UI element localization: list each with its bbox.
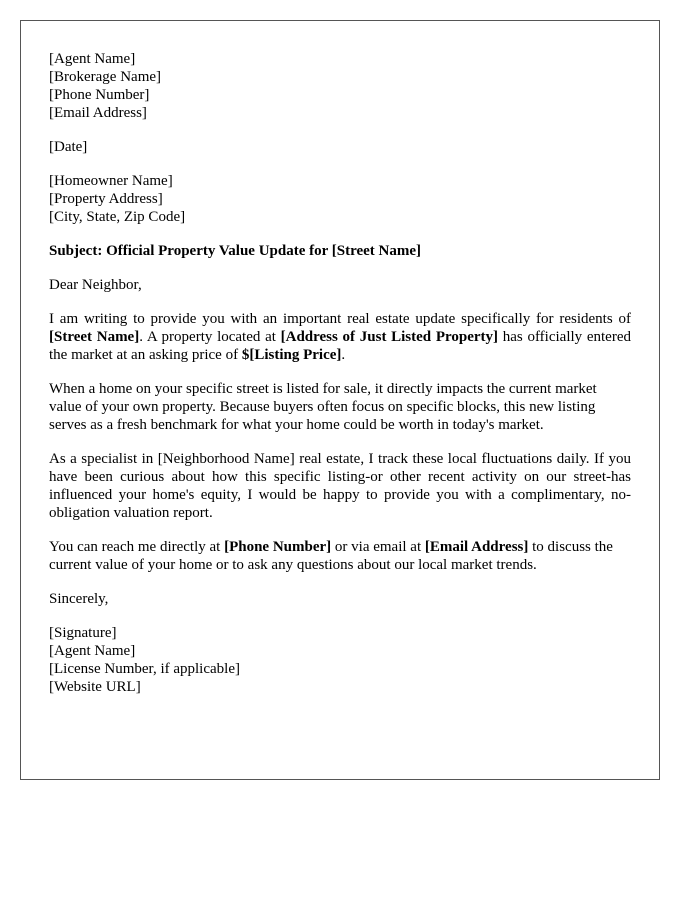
- paragraph-listing-announcement: [49, 310, 631, 364]
- letter-date: [Date]: [49, 139, 88, 155]
- paragraph4-text-2: or via email at: [331, 539, 425, 555]
- street-name-placeholder: [Street Name]: [49, 329, 140, 345]
- closing: Sincerely,: [49, 591, 109, 607]
- paragraph1-text-4: .: [341, 347, 346, 363]
- letter-page: [20, 20, 660, 780]
- sender-block: [49, 50, 631, 122]
- sender-phone: [Phone Number]: [49, 87, 150, 103]
- paragraph-market-impact: When a home on your specific street is listed for sale, it directly impacts the current market value of your own property. Because buyers often focus on specific blocks, this new listing serves as a fresh benchmark for what your home could be worth in today's market.: [49, 381, 597, 433]
- salutation: Dear Neighbor,: [49, 277, 142, 293]
- paragraph4-text-1: You can reach me directly at: [49, 539, 225, 555]
- paragraph-valuation-offer: As a specialist in [Neighborhood Name] real estate, I track these local fluctuations daily. If you have been curious about how this specific listing-or other recent activity on our street-has influenced your home's equity, I would be happy to provide you with a complimentary, no-obligation valuation report.: [49, 451, 631, 521]
- paragraph1-text-1: I am writing to provide you with an important real estate update specifically for residents of: [49, 311, 631, 327]
- sender-email: [Email Address]: [49, 105, 147, 121]
- paragraph-contact: [49, 538, 631, 574]
- sender-agent-name: [Agent Name]: [49, 51, 136, 67]
- sender-brokerage-name: [Brokerage Name]: [49, 69, 162, 85]
- recipient-block: [49, 172, 631, 226]
- paragraph1-text-2: . A property located at: [139, 329, 281, 345]
- listing-price-placeholder: $[Listing Price]: [241, 347, 342, 363]
- recipient-name: [Homeowner Name]: [49, 173, 173, 189]
- subject-line: Subject: Official Property Value Update for [Street Name]: [49, 243, 422, 259]
- signature-website: [Website URL]: [49, 679, 141, 695]
- recipient-property-address: [Property Address]: [49, 191, 163, 207]
- signature-license: [License Number, if applicable]: [49, 661, 240, 677]
- contact-email-placeholder: [Email Address]: [424, 539, 529, 555]
- paragraph1-text-3: has officially entered the market at an asking price of: [49, 329, 631, 363]
- listed-property-address-placeholder: [Address of Just Listed Property]: [280, 329, 499, 345]
- recipient-city-state-zip: [City, State, Zip Code]: [49, 209, 186, 225]
- signature-block: [49, 624, 631, 696]
- contact-phone-placeholder: [Phone Number]: [224, 539, 332, 555]
- signature-agent-name: [Agent Name]: [49, 643, 136, 659]
- signature: [Signature]: [49, 625, 117, 641]
- date-block: [49, 138, 631, 156]
- paragraph4-text-3: to discuss the current value of your home or to ask any questions about our local market trends.: [49, 539, 613, 573]
